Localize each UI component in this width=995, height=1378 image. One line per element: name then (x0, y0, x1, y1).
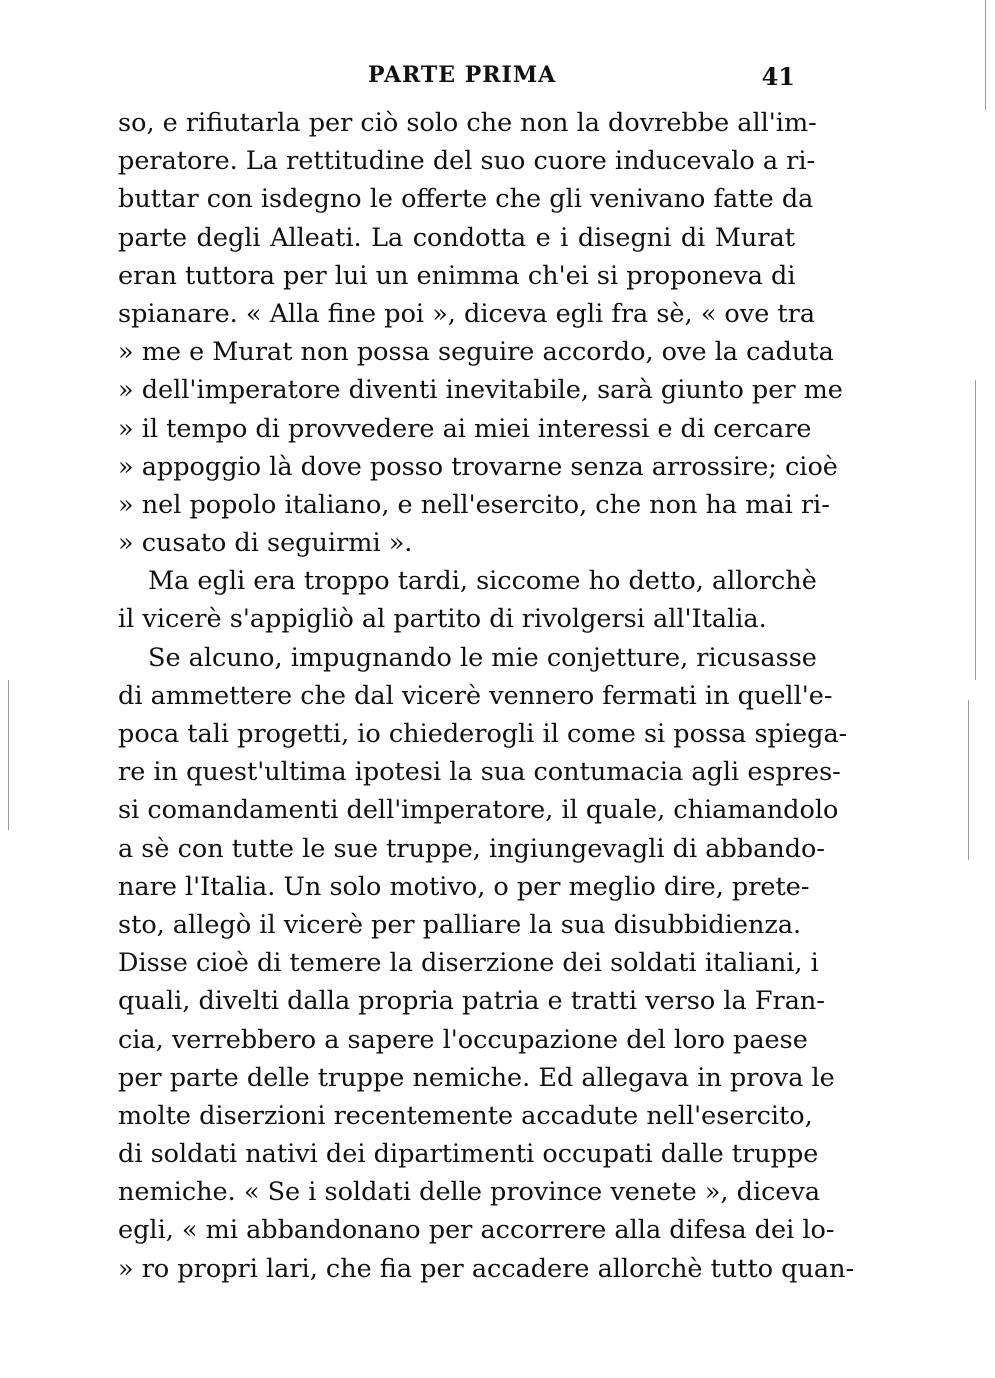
text-line: egli, « mi abbandonano per accorrere alla difesa dei lo- (118, 1215, 835, 1246)
text-line: di soldati nativi dei dipartimenti occupati dalle truppe (118, 1139, 819, 1170)
text-line: spianare. « Alla fine poi », diceva egli fra sè, « ove tra (118, 298, 816, 329)
page-body (118, 104, 855, 1288)
text-line: sto, allegò il vicerè per palliare la sua disubbidienza. (118, 909, 802, 940)
text-line: » appoggio là dove posso trovarne senza arrossire; cioè (118, 451, 838, 482)
text-line: si comandamenti dell'imperatore, il quale, chiamandolo (118, 795, 839, 826)
text-line: Ma egli era troppo tardi, siccome ho detto, allorchè (148, 566, 817, 597)
text-line: buttar con isdegno le offerte che gli venivano fatte da (118, 184, 814, 215)
text-line: nemiche. « Se i soldati delle province venete », diceva (118, 1177, 821, 1208)
scan-margin-mark (968, 700, 969, 860)
text-line: nare l'Italia. Un solo motivo, o per meglio dire, prete- (118, 871, 810, 902)
text-line: cia, verrebbero a sapere l'occupazione del loro paese (118, 1024, 808, 1055)
text-line: molte diserzioni recentemente accadute nell'esercito, (118, 1100, 813, 1131)
scan-margin-mark (8, 680, 9, 830)
text-line: il vicerè s'appigliò al partito di rivolgersi all'Italia. (118, 604, 767, 635)
text-line: re in quest'ultima ipotesi la sua contumacia agli espres- (118, 757, 841, 788)
text-line: quali, divelti dalla propria patria e tratti verso la Fran- (118, 986, 825, 1017)
text-line: per parte delle truppe nemiche. Ed allegava in prova le (118, 1062, 835, 1093)
text-line: » dell'imperatore diventi inevitabile, sarà giunto per me (118, 375, 843, 406)
text-line: di ammettere che dal vicerè vennero fermati in quell'e- (118, 680, 833, 711)
text-line: parte degli Alleati. La condotta e i disegni di Murat (118, 222, 795, 253)
page-header (118, 62, 795, 96)
scan-margin-mark (975, 380, 976, 680)
text-line: » il tempo di provvedere ai miei interessi e di cercare (118, 413, 812, 444)
text-line: » nel popolo italiano, e nell'esercito, che non ha mai ri- (118, 489, 830, 520)
text-line: Disse cioè di temere la diserzione dei soldati italiani, i (118, 948, 819, 979)
scan-margin-mark (985, 0, 986, 110)
text-line: peratore. La rettitudine del suo cuore inducevalo a ri- (118, 146, 816, 177)
text-line: » ro propri lari, che fia per accadere allorchè tutto quan- (118, 1253, 855, 1284)
text-line: Se alcuno, impugnando le mie conjetture, ricusasse (148, 642, 817, 673)
text-line: poca tali progetti, io chiederogli il come si possa spiega- (118, 719, 848, 749)
text-line: » me e Murat non possa seguire accordo, ove la caduta (118, 337, 834, 368)
text-line: so, e rifiutarla per ciò solo che non la dovrebbe all'im- (118, 108, 817, 138)
page-number: 41 (761, 62, 795, 91)
running-title: PARTE PRIMA (368, 62, 557, 88)
text-line: » cusato di seguirmi ». (118, 528, 413, 559)
text-line: eran tuttora per lui un enimma ch'ei si proponeva di (118, 260, 796, 291)
text-line: a sè con tutte le sue truppe, ingiungevagli di abbando- (118, 833, 826, 864)
